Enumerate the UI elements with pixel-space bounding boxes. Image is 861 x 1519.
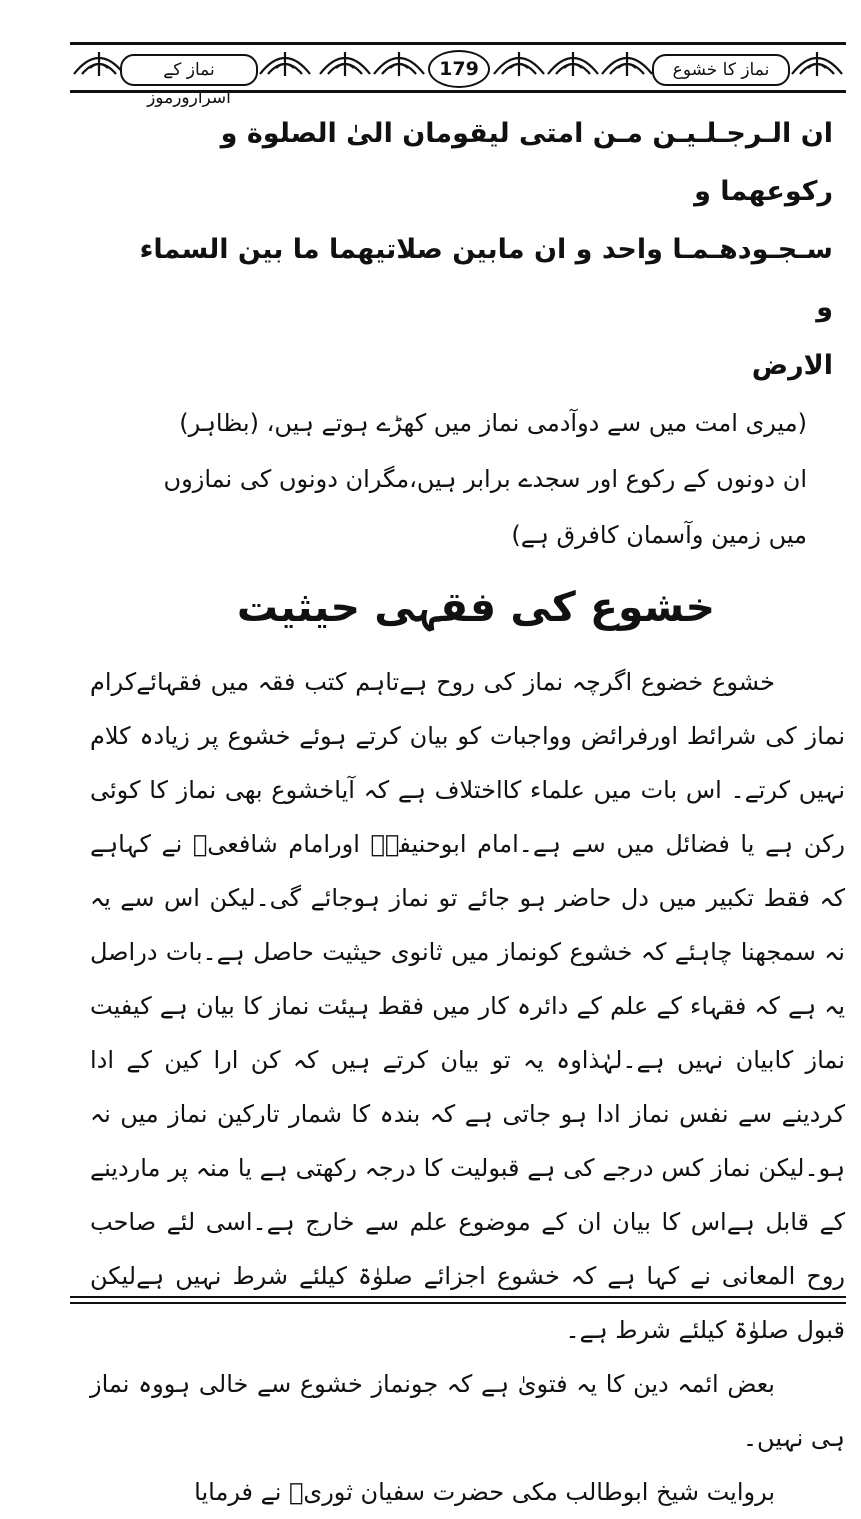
ornament-icon — [256, 48, 314, 78]
translation-line: ان دونوں کے رکوع اور سجدے برابر ہیں،مگران دونوں کی نمازوں — [163, 465, 807, 493]
footer-rule — [70, 1302, 846, 1304]
ornament-icon — [370, 48, 428, 78]
hadith-translation — [90, 395, 845, 563]
translation-line: میں زمین وآسمان کافرق ہے) — [511, 521, 807, 549]
body-paragraph: بعض ائمہ دین کا یہ فتویٰ ہے کہ جونماز خشوع سے خالی ہووہ نماز ہی نہیں۔ — [90, 1370, 845, 1452]
arabic-line: سـجـودهـمـا واحد و ان مابين صلاتيهما ما بين السماء و — [139, 234, 833, 323]
body-paragraph: بروایت شیخ ابوطالب مکی حضرت سفیان ثوریؒ نے فرمایا — [194, 1478, 775, 1506]
footer-rule — [70, 1296, 846, 1298]
page-body — [90, 105, 845, 1519]
hadith-arabic — [90, 105, 845, 395]
ornament-icon — [544, 48, 602, 78]
header-top-rule — [70, 42, 846, 45]
page-header — [70, 40, 846, 108]
book-title: نماز کے اسرارورموز — [120, 54, 258, 86]
ornament-icon — [788, 48, 846, 78]
page-number: 179 — [428, 50, 490, 88]
ornament-icon — [598, 48, 656, 78]
ornament-icon — [490, 48, 548, 78]
body-paragraph: خشوع خضوع اگرچہ نماز کی روح ہےتاہم کتب فقہ میں فقہائےکرام نماز کی شرائط اورفرائض وواجبات کو بیان کرتے ہوئے خشوع پر زیادہ کلام نہیں کرتے۔ اس بات میں علماء کااختلاف ہے کہ آیاخشوع بھی نماز کا کوئی رکن ہے یا فضائل میں سے ہے۔امام ابوحنیفہؒ اورامام شافعیؒ نے کہاہے کہ فقط تکبیر میں دل حاضر ہو جائے تو نماز ہوجائے گی۔لیکن اس سے یہ نہ سمجھنا چاہئے کہ خشوع کونماز میں ثانوی حیثیت حاصل ہے۔بات دراصل یہ ہے کہ فقہاء کے علم کے دائرہ کار میں فقط ہیئت نماز کا بیان ہے کیفیت نماز کابیان نہیں ہے۔لہٰذاوہ یہ تو بیان کرتے ہیں کہ کن ارا کین کے ادا کردینے سے نفس نماز ادا ہو جاتی ہے کہ بندہ کا شمار تارکین نماز میں نہ ہو۔لیکن نماز کس درجے کی ہے قبولیت کا درجہ رکھتی ہے یا منہ پر ماردینے کے قابل ہےاس کا بیان ان کے موضوع علم سے خارج ہے۔اسی لئے صاحب روح المعانی نے کہا ہے کہ خشوع اجزائے صلوٰۃ کیلئے شرط نہیں ہےلیکن قبول صلوٰۃ کیلئے شرط ہے۔ — [90, 668, 845, 1344]
ornament-icon — [316, 48, 374, 78]
chapter-title: نماز کا خشوع — [652, 54, 790, 86]
section-heading: خشوع کی فقہی حیثیت — [236, 583, 715, 631]
translation-line: (میری امت میں سے دوآدمی نماز میں کھڑے ہوتے ہیں، (بظاہر) — [179, 409, 807, 437]
arabic-line: ان الـرجـلـيـن مـن امتی ليقومان الیٰ الصلوة و ركوعهما و — [220, 118, 833, 207]
arabic-line: الارض — [751, 350, 833, 381]
